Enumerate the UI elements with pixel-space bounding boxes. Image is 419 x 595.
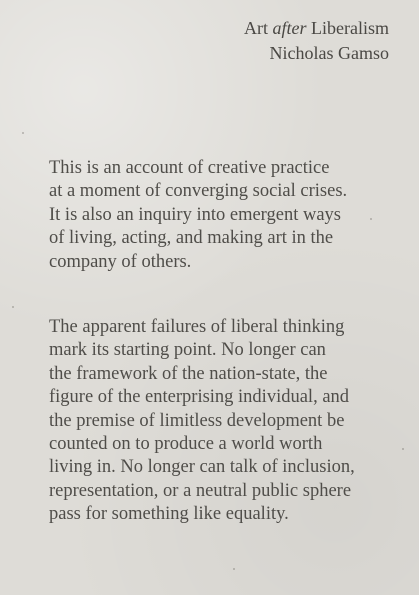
paper-speck bbox=[233, 568, 235, 570]
paragraph-line: pass for something like equality. bbox=[49, 504, 289, 525]
paper-speck bbox=[402, 448, 404, 450]
paragraph-line: counted on to produce a world worth bbox=[49, 434, 323, 455]
paragraph-line: living in. No longer can talk of inclusion, bbox=[49, 457, 355, 478]
title-part-1: Art bbox=[244, 18, 269, 38]
paragraph-line: The apparent failures of liberal thinking bbox=[49, 317, 345, 337]
book-title bbox=[244, 16, 389, 41]
paragraph-line: mark its starting point. No longer can bbox=[49, 340, 326, 361]
paragraph-1 bbox=[49, 157, 389, 274]
cover-header bbox=[244, 16, 389, 66]
title-part-2: Liberalism bbox=[311, 18, 389, 38]
author-name: Nicholas Gamso bbox=[269, 43, 389, 63]
title-italic-word: after bbox=[272, 18, 307, 38]
paragraph-line: of living, acting, and making art in the bbox=[49, 228, 334, 249]
paragraph-line: company of others. bbox=[49, 251, 192, 272]
paragraph-line: the premise of limitless development be bbox=[49, 410, 345, 431]
paragraph-line: It is also an inquiry into emergent ways bbox=[49, 204, 342, 225]
paragraph-line: representation, or a neutral public sphere bbox=[49, 480, 352, 501]
paragraph-line: the framework of the nation-state, the bbox=[49, 363, 328, 384]
paper-speck bbox=[12, 306, 14, 308]
paper-speck bbox=[22, 132, 24, 134]
paragraph-line: figure of the enterprising individual, and bbox=[49, 387, 350, 408]
paragraph-line: This is an account of creative practice bbox=[49, 158, 330, 178]
paragraph-2 bbox=[49, 316, 389, 527]
paragraph-line: at a moment of converging social crises. bbox=[49, 181, 348, 202]
